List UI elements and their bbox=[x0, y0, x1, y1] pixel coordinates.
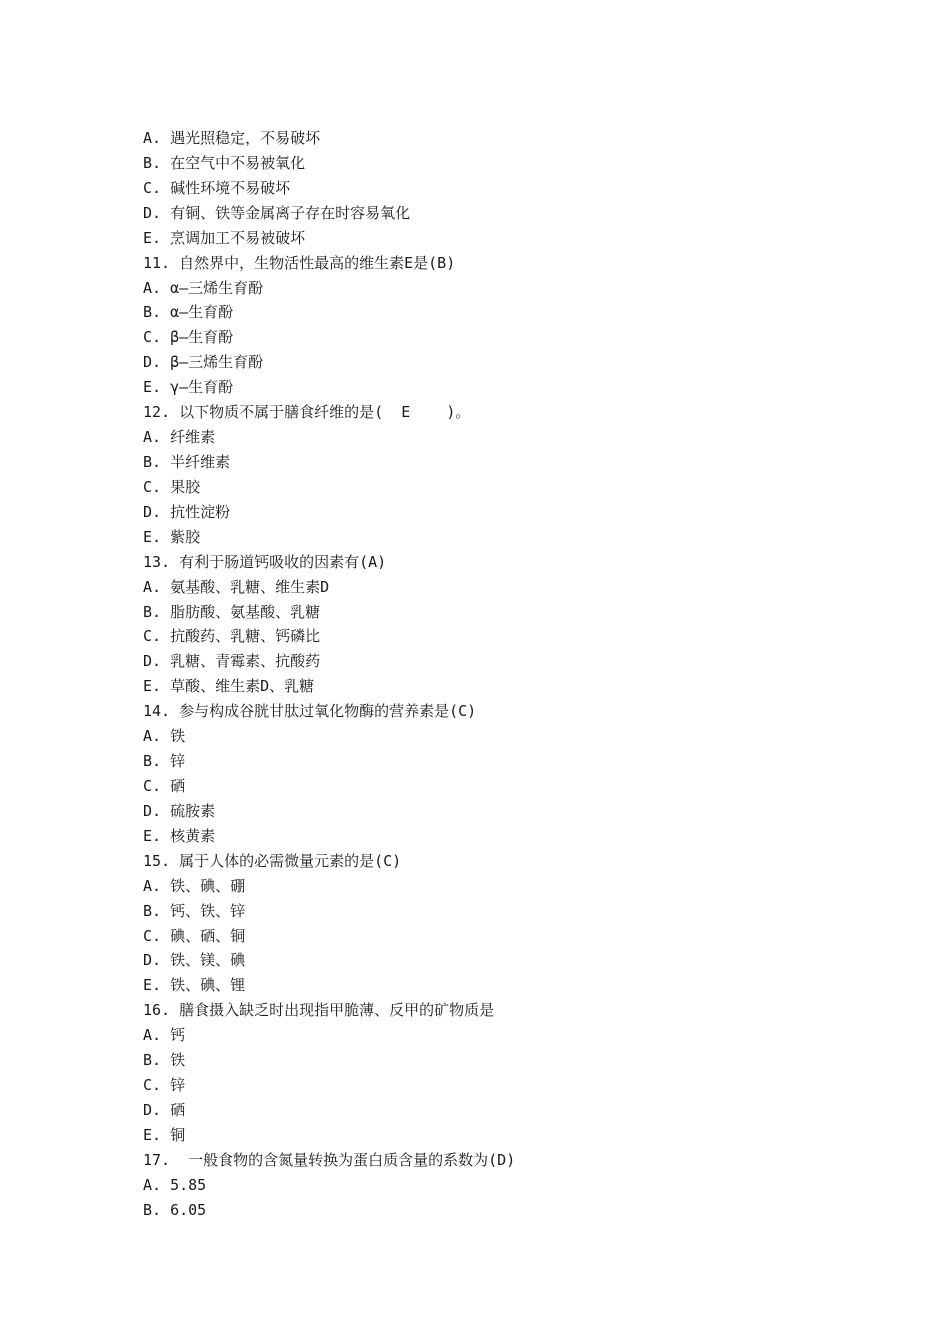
text-line: C. 碘、硒、铜 bbox=[143, 926, 246, 945]
text-line: A. 氨基酸、乳糖、维生素D bbox=[143, 577, 330, 596]
text-line: B. 脂肪酸、氨基酸、乳糖 bbox=[143, 602, 321, 621]
text-line: E. 草酸、维生素D、乳糖 bbox=[143, 677, 315, 696]
document-text bbox=[143, 126, 843, 1223]
text-line: B. 半纤维素 bbox=[143, 452, 231, 471]
text-line: E. 紫胶 bbox=[143, 527, 201, 546]
question-line: 15. 属于人体的必需微量元素的是(C) bbox=[143, 851, 402, 870]
text-line: B. 铁 bbox=[143, 1051, 186, 1070]
question-line: 17. 一般食物的含氮量转换为蛋白质含量的系数为(D) bbox=[143, 1150, 516, 1169]
question-line: 13. 有利于肠道钙吸收的因素有(A) bbox=[143, 552, 387, 571]
text-line: E. 烹调加工不易被破坏 bbox=[143, 228, 306, 247]
text-line: A. 铁、碘、硼 bbox=[143, 876, 246, 895]
text-line: E. 铜 bbox=[143, 1125, 186, 1144]
text-line: C. 抗酸药、乳糖、钙磷比 bbox=[143, 627, 321, 646]
text-line: A. α—三烯生育酚 bbox=[143, 278, 264, 297]
text-line: A. 钙 bbox=[143, 1026, 186, 1045]
text-line: D. 铁、镁、碘 bbox=[143, 951, 246, 970]
text-line: B. 在空气中不易被氧化 bbox=[143, 153, 306, 172]
text-line: E. γ—生育酚 bbox=[143, 378, 234, 397]
text-line: A. 遇光照稳定，不易破坏 bbox=[143, 129, 321, 147]
text-line: C. 碱性环境不易破坏 bbox=[143, 178, 291, 197]
text-line: D. 硒 bbox=[143, 1100, 186, 1119]
text-line: A. 5.85 bbox=[143, 1175, 207, 1194]
text-line: D. 硫胺素 bbox=[143, 801, 216, 820]
text-line: B. 6.05 bbox=[143, 1200, 207, 1219]
text-line: C. 锌 bbox=[143, 1076, 186, 1095]
text-line: D. 有铜、铁等金属离子存在时容易氧化 bbox=[143, 203, 411, 222]
text-line: A. 纤维素 bbox=[143, 428, 216, 447]
text-line: C. 硒 bbox=[143, 776, 186, 795]
text-line: B. 锌 bbox=[143, 752, 186, 771]
question-line: 14. 参与构成谷胱甘肽过氧化物酶的营养素是(C) bbox=[143, 702, 477, 721]
text-line: D. 乳糖、青霉素、抗酸药 bbox=[143, 652, 321, 671]
text-line: B. 钙、铁、锌 bbox=[143, 901, 246, 920]
text-line: D. β—三烯生育酚 bbox=[143, 353, 264, 372]
text-line: D. 抗性淀粉 bbox=[143, 502, 231, 521]
question-line: 12. 以下物质不属于膳食纤维的是( E )。 bbox=[143, 403, 471, 422]
text-line: A. 铁 bbox=[143, 727, 186, 746]
text-line: C. 果胶 bbox=[143, 477, 201, 496]
text-line: B. α—生育酚 bbox=[143, 303, 234, 322]
text-line: E. 核黄素 bbox=[143, 826, 216, 845]
text-line: C. β—生育酚 bbox=[143, 328, 234, 347]
text-line: E. 铁、碘、锂 bbox=[143, 976, 246, 995]
question-line: 16. 膳食摄入缺乏时出现指甲脆薄、反甲的矿物质是 bbox=[143, 1001, 495, 1020]
question-line: 11. 自然界中，生物活性最高的维生素E是(B) bbox=[143, 253, 456, 272]
